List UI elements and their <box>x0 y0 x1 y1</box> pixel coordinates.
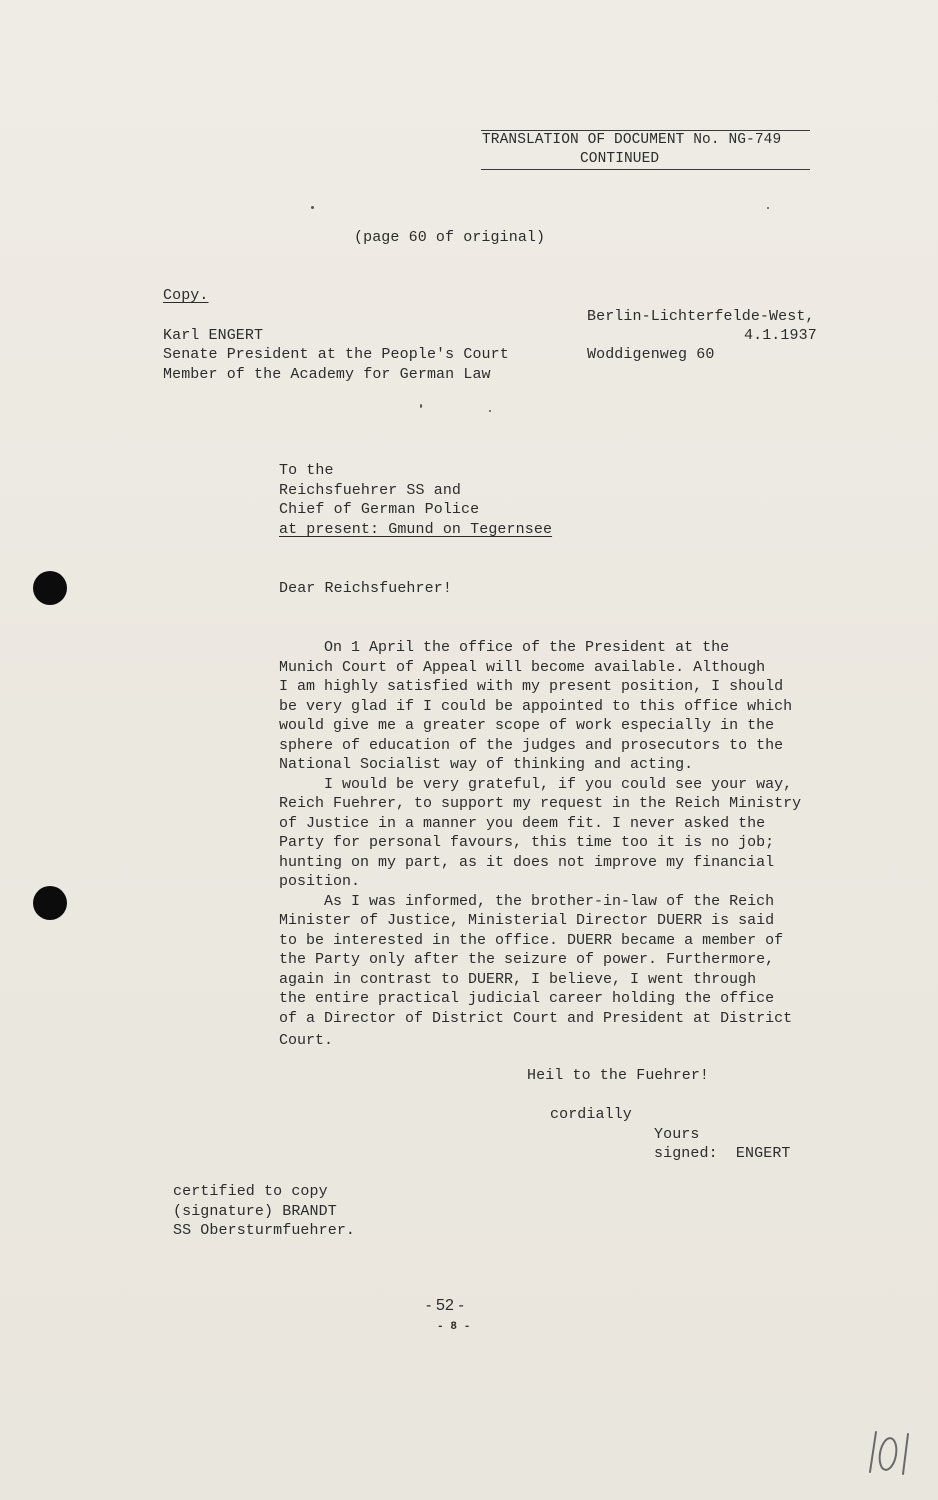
salutation: Dear Reichsfuehrer! <box>279 580 452 597</box>
closing-cordially: cordially <box>550 1106 632 1123</box>
body-line: the entire practical judicial career holding the office <box>279 990 775 1007</box>
body-line: Minister of Justice, Ministerial Director DUERR is said <box>279 912 775 929</box>
body-line: Munich Court of Appeal will become available. Although <box>279 658 766 676</box>
recipient-line-3: Chief of German Police <box>279 501 480 518</box>
speck <box>767 207 769 209</box>
body-line: I am highly satisfied with my present position, I should <box>279 678 784 695</box>
handwritten-page-mark <box>866 1424 926 1479</box>
page-number: - 52 - <box>426 1297 464 1314</box>
body-line: On 1 April the office of the President at the <box>279 639 730 656</box>
body-line: the Party only after the seizure of power. Furthermore, <box>279 951 775 968</box>
certification-line-2: (signature) BRANDT <box>173 1203 337 1220</box>
speck <box>489 410 491 412</box>
page-reference: (page 60 of original) <box>354 229 546 246</box>
recipient-line-2: Reichsfuehrer SS and <box>279 482 462 499</box>
sub-page-number: - 8 - <box>437 1321 471 1333</box>
body-line: of a Director of District Court and President at District <box>279 1009 793 1027</box>
recipient-line-1: To the <box>279 462 334 479</box>
sender-title-2: Member of the Academy for German Law <box>163 366 491 383</box>
certification-line-3: SS Obersturmfuehrer. <box>173 1222 356 1239</box>
body-line: again in contrast to DUERR, I believe, I went through <box>279 970 757 988</box>
punch-hole-top <box>33 571 67 605</box>
header-title: TRANSLATION OF DOCUMENT No. NG-749 <box>482 132 782 148</box>
body-line: of Justice in a manner you deem fit. I never asked the <box>279 814 766 832</box>
closing-signed: signed: ENGERT <box>654 1145 791 1162</box>
punch-hole-bottom <box>33 886 67 920</box>
body-line: I would be very grateful, if you could see your way, <box>279 775 793 793</box>
address-street: Woddigenweg 60 <box>587 346 715 363</box>
body-line: National Socialist way of thinking and acting. <box>279 756 694 773</box>
body-line: to be interested in the office. DUERR became a member of <box>279 931 784 949</box>
body-line: Party for personal favours, this time too it is no job; <box>279 834 775 851</box>
body-line: sphere of education of the judges and prosecutors to the <box>279 736 784 754</box>
copy-label: Copy. <box>163 287 209 304</box>
closing-heil: Heil to the Fuehrer! <box>527 1067 710 1084</box>
sender-name: Karl ENGERT <box>163 327 264 344</box>
body-line: be very glad if I could be appointed to this office which <box>279 697 793 715</box>
header-bottom-rule <box>481 169 810 170</box>
address-city: Berlin-Lichterfelde-West, <box>587 308 815 325</box>
closing-yours: Yours <box>654 1126 700 1143</box>
certification-line-1: certified to copy <box>173 1183 328 1200</box>
recipient-line-4: at present: Gmund on Tegernsee <box>279 521 553 538</box>
speck <box>311 206 314 209</box>
header-continued: CONTINUED <box>580 151 660 167</box>
body-line: As I was informed, the brother-in-law of the Reich <box>279 892 775 910</box>
address-date: 4.1.1937 <box>744 327 817 344</box>
body-line: hunting on my part, as it does not improve my financial <box>279 853 775 871</box>
body-line: would give me a greater scope of work especially in the <box>279 717 775 734</box>
speck <box>420 404 422 408</box>
body-line: Reich Fuehrer, to support my request in the Reich Ministry <box>279 795 802 812</box>
body-line: position. <box>279 873 361 890</box>
body-line: Court. <box>279 1032 334 1049</box>
sender-title-1: Senate President at the People's Court <box>163 346 509 363</box>
